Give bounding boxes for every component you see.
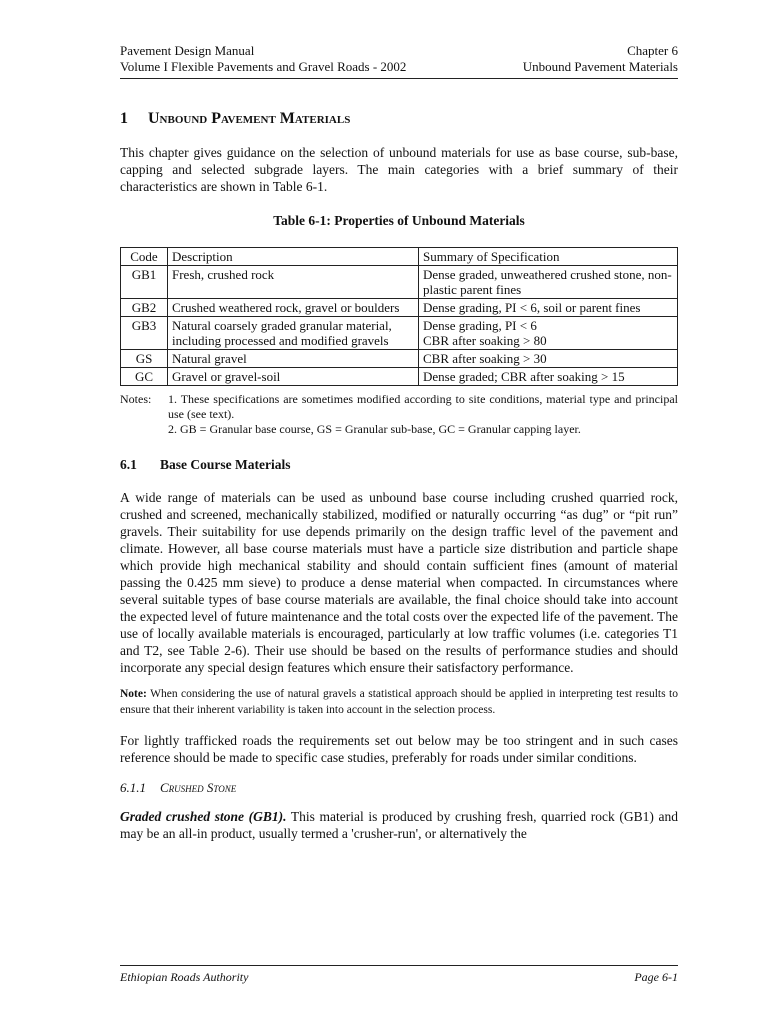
- table-row: [121, 266, 678, 299]
- subsection-heading: [120, 780, 678, 796]
- table-title: Table 6-1: Properties of Unbound Materials: [273, 213, 525, 228]
- note-text: When considering the use of natural gravels a statistical approach should be applied in interpreting test results to ensure that their inherent variability is taken into account in the selection process.: [120, 688, 679, 716]
- notes-label: Notes:: [120, 392, 152, 406]
- subsection-lead: Graded crushed stone (GB1).: [120, 809, 287, 824]
- note-2: 2. GB = Granular base course, GS = Granular sub-base, GC = Granular capping layer.: [168, 422, 581, 436]
- spec-line: CBR after soaking > 80: [423, 333, 547, 348]
- header-chapter-title: Unbound Pavement Materials: [522, 59, 678, 74]
- table-cell-code: GB1: [121, 266, 168, 299]
- table-cell-code: GB3: [121, 317, 168, 350]
- table-cell-spec: CBR after soaking > 30: [419, 350, 678, 368]
- table-cell-code: GB2: [121, 299, 168, 317]
- footer-authority: Ethiopian Roads Authority: [120, 970, 249, 984]
- lightly-trafficked-paragraph: For lightly trafficked roads the requirements set out below may be too stringent and in such cases reference should be made to specific case studies, preferably for roads under similar conditions.: [120, 733, 678, 765]
- section-heading: [120, 457, 678, 473]
- intro-paragraph: This chapter gives guidance on the selection of unbound materials for use as base course, sub-base, capping and selected subgrade layers. The main categories with a brief summary of their characteristics are shown in Table 6-1.: [120, 145, 678, 194]
- table-cell-code: GC: [121, 368, 168, 386]
- table-cell-description: Gravel or gravel-soil: [168, 368, 419, 386]
- table-cell-spec: [419, 317, 678, 350]
- table-cell-description: Fresh, crushed rock: [168, 266, 419, 299]
- header-manual-title: Pavement Design Manual: [120, 43, 255, 58]
- page-content: [120, 110, 678, 842]
- chapter-number: 1: [120, 110, 128, 127]
- table-cell-description: Natural coarsely graded granular material, including processed and modified gravels: [168, 317, 419, 350]
- table-cell-description: Crushed weathered rock, gravel or boulders: [168, 299, 419, 317]
- table-header-row: [121, 248, 678, 266]
- table-header-code: Code: [121, 248, 168, 266]
- table-row: [121, 350, 678, 368]
- header-chapter-number: Chapter 6: [627, 43, 678, 58]
- properties-table: [120, 247, 678, 386]
- note-label: Note:: [120, 688, 147, 700]
- section-number: 6.1: [120, 457, 137, 472]
- chapter-title: Unbound Pavement Materials: [148, 110, 351, 127]
- header-volume-title: Volume I Flexible Pavements and Gravel Roads - 2002: [120, 59, 407, 74]
- chapter-heading: [120, 110, 678, 128]
- table-row: [121, 317, 678, 350]
- table-row: [121, 368, 678, 386]
- table-notes: [120, 392, 678, 437]
- section-paragraph: A wide range of materials can be used as unbound base course including crushed quarried rock, crushed and screened, mechanically stabilized, modified or naturally occurring “as dug” or “pit run” gravels. Their suitability for use depends primarily on the design traffic level of the pavement and climate. However, all base course materials must have a particle size distribution and particle shape which provide high mechanical stability and should contain sufficient fines (amount of material passing the 0.425 mm sieve) to produce a dense material when compacted. In circumstances where several suitable types of base course materials are available, the final choice should take into account the expected level of future maintenance and the total costs over the expected life of the pavement. The use of locally available materials is encouraged, particularly at low traffic volumes (i.e. categories T1 and T2, see Table 2-6). Their use should be based on the results of performance studies and should incorporate any special design features which ensure their satisfactory performance.: [120, 490, 678, 675]
- footer-page-number: Page 6-1: [634, 970, 678, 984]
- subsection-text: This material is produced by crushing fresh, quarried rock (GB1) and may be an all-in product, usually termed a 'crusher-run', or alternatively the: [120, 809, 678, 841]
- table-cell-code: GS: [121, 350, 168, 368]
- spec-line: Dense grading, PI < 6: [423, 318, 537, 333]
- page-footer: [120, 965, 678, 985]
- table-header-description: Description: [168, 248, 419, 266]
- section-note: [120, 686, 678, 718]
- table-cell-spec: Dense graded, unweathered crushed stone, non-plastic parent fines: [419, 266, 678, 299]
- table-cell-spec: Dense graded; CBR after soaking > 15: [419, 368, 678, 386]
- notes-body: [168, 392, 678, 437]
- table-cell-description: Natural gravel: [168, 350, 419, 368]
- section-title: Base Course Materials: [160, 457, 291, 472]
- table-cell-spec: Dense grading, PI < 6, soil or parent fines: [419, 299, 678, 317]
- subsection-title: Crushed Stone: [160, 780, 237, 795]
- table-header-spec: Summary of Specification: [419, 248, 678, 266]
- subsection-paragraph: [120, 808, 678, 842]
- table-row: [121, 299, 678, 317]
- note-1: 1. These specifications are sometimes modified according to site conditions, material type and principal use (see text).: [168, 392, 678, 421]
- page-header: [120, 43, 678, 79]
- subsection-number: 6.1.1: [120, 780, 146, 795]
